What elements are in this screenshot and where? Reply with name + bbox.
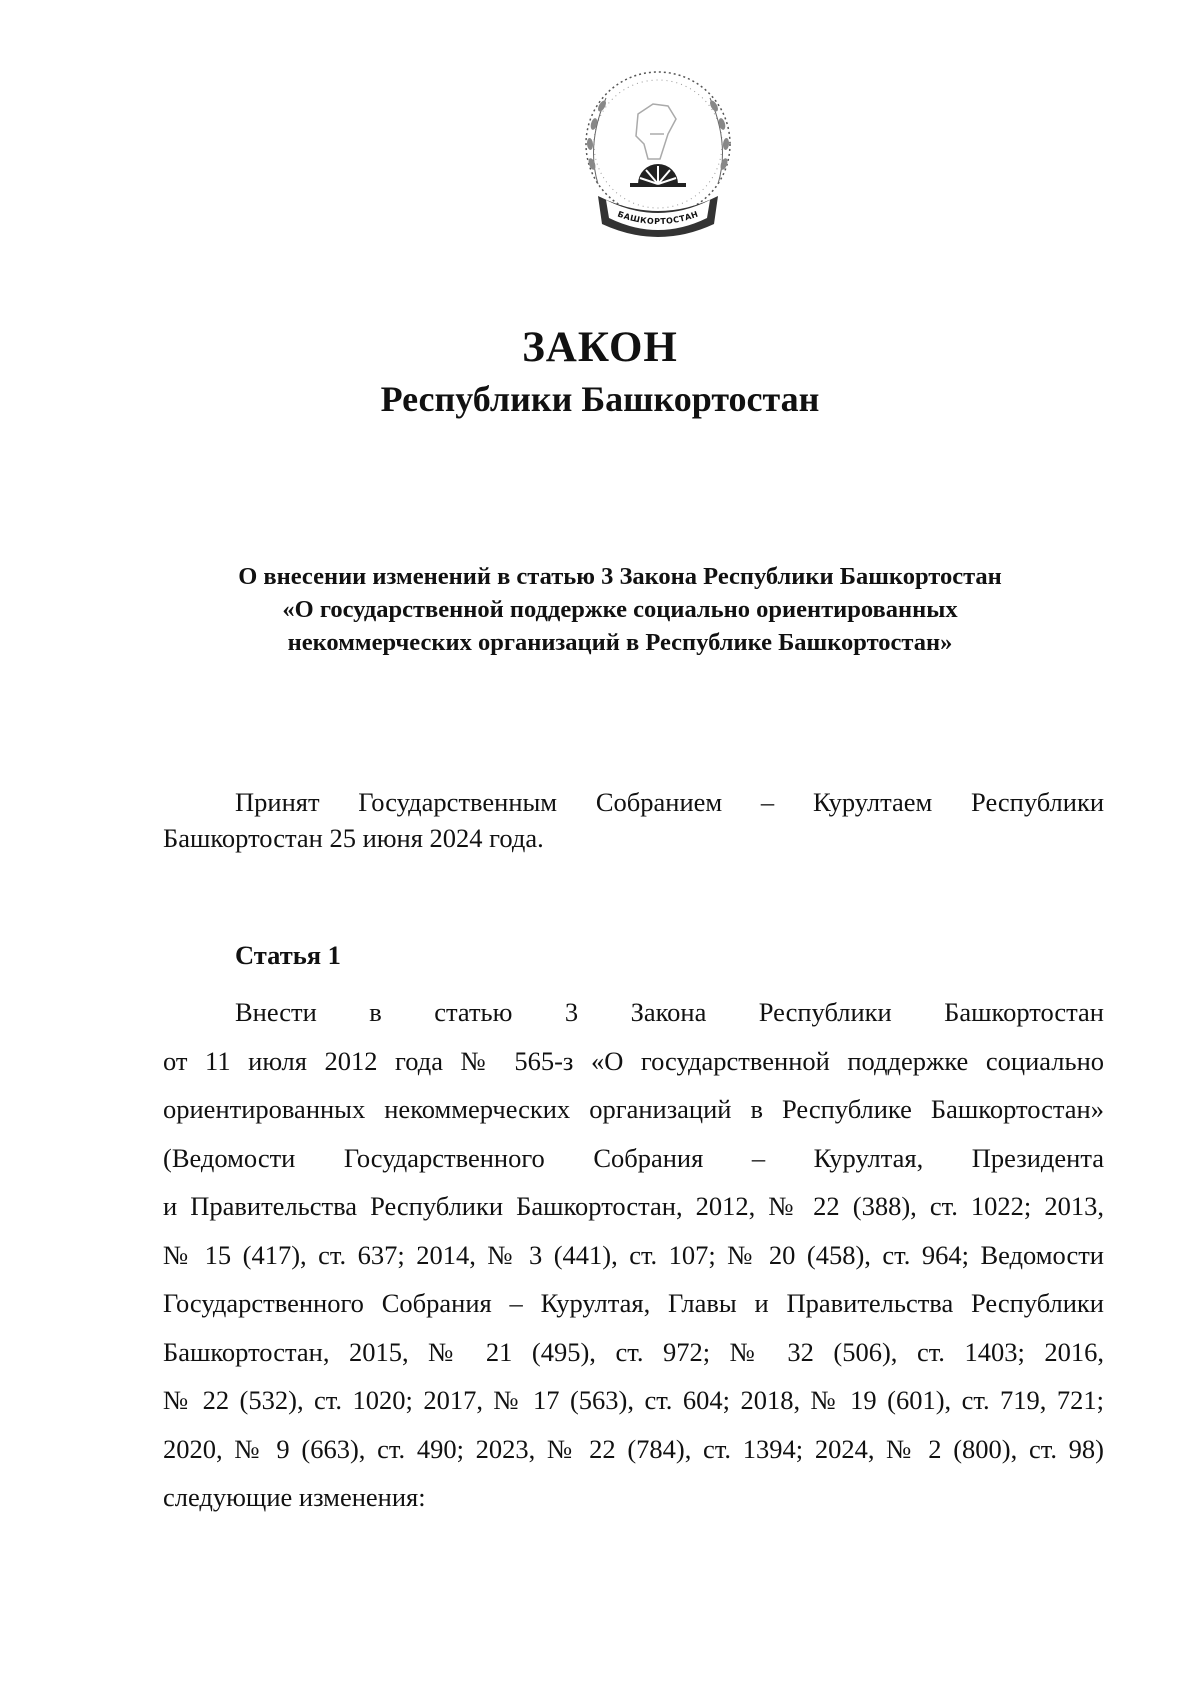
article-heading: Статья 1 — [235, 940, 341, 970]
adoption-note-line: Башкортостан 25 июня 2024 года. — [163, 823, 544, 853]
article-body-line: Башкортостан, 2015, № 21 (495), ст. 972; № 32 (506), ст. 1403; 2016, — [163, 1336, 1104, 1367]
adoption-note — [163, 784, 1104, 856]
article-body-line: 2020, № 9 (663), ст. 490; 2023, № 22 (784), ст. 1394; 2024, № 2 (800), ст. 98) — [163, 1433, 1104, 1464]
article-body — [163, 988, 1104, 1522]
article-body-line: и Правительства Республики Башкортостан, 2012, № 22 (388), ст. 1022; 2013, — [163, 1191, 1104, 1221]
law-subject-line: некоммерческих организаций в Республике Башкортостан» — [287, 629, 953, 656]
article-body-line: Внести в статью 3 Закона Республики Башкортостан — [235, 997, 1104, 1027]
article-body-line: (Ведомости Государственного Собрания – Курултая, Президента — [163, 1142, 1104, 1173]
document-subtitle: Республики Башкортостан — [380, 379, 820, 419]
adoption-note-line: Принят Государственным Собранием – Курултаем Республики — [235, 787, 1104, 817]
article-body-line: следующие изменения: — [163, 1482, 426, 1512]
article-body-line: Государственного Собрания – Курултая, Главы и Правительства Республики — [163, 1288, 1104, 1318]
law-subject-line: О внесении изменений в статью 3 Закона Республики Башкортостан — [238, 563, 1002, 590]
law-subject — [160, 560, 1080, 659]
emblem-ribbon-text: БАШКОРТОСТАН — [616, 209, 700, 227]
article-body-line: от 11 июля 2012 года № 565-з «О государственной поддержке социально — [163, 1045, 1104, 1076]
coat-of-arms-emblem — [568, 64, 748, 264]
article-body-line: ориентированных некоммерческих организаций в Республике Башкортостан» — [163, 1094, 1104, 1124]
document-title: ЗАКОН — [522, 324, 678, 371]
law-subject-line: «О государственной поддержке социально ориентированных — [282, 596, 958, 623]
article-body-line: № 22 (532), ст. 1020; 2017, № 17 (563), ст. 604; 2018, № 19 (601), ст. 719, 721; — [163, 1385, 1104, 1415]
article-body-line: № 15 (417), ст. 637; 2014, № 3 (441), ст. 107; № 20 (458), ст. 964; Ведомости — [163, 1239, 1104, 1270]
